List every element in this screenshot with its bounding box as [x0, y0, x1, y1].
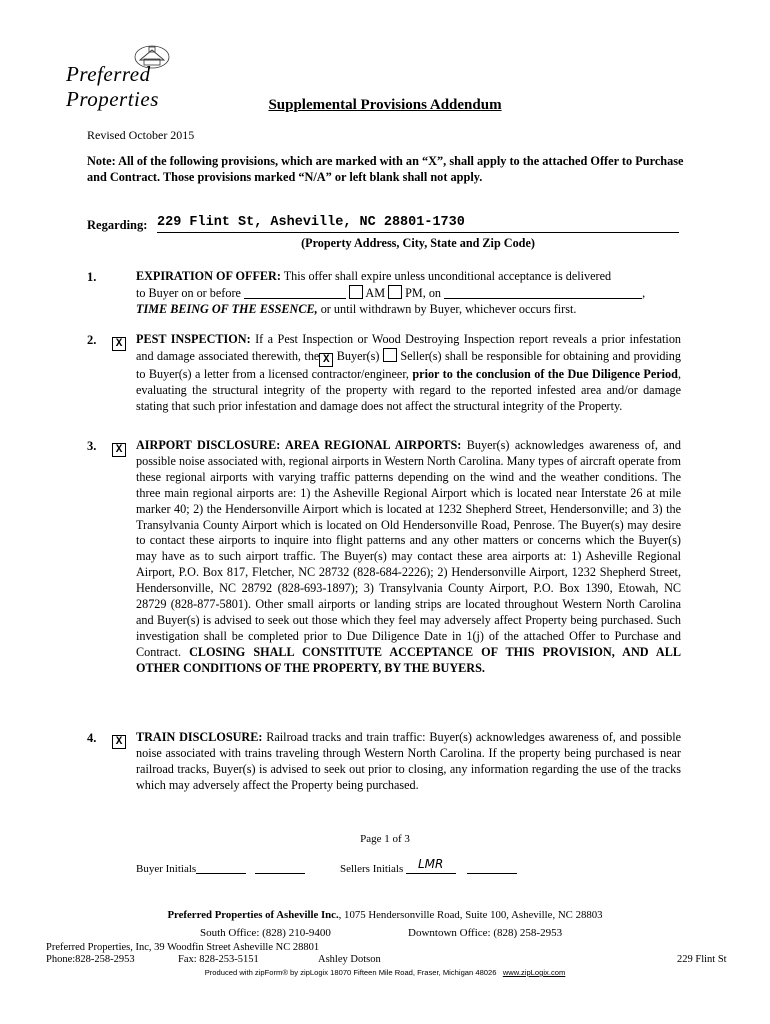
- property-address-field[interactable]: 229 Flint St, Asheville, NC 28801-1730: [157, 215, 679, 233]
- regarding-label: Regarding:: [87, 218, 148, 232]
- office-address: Preferred Properties, Inc, 39 Woodfin Street Asheville NC 28801: [46, 942, 320, 953]
- provision-2-checkbox[interactable]: X: [112, 337, 126, 351]
- provision-2-number: 2.: [87, 333, 97, 347]
- provision-3-number: 3.: [87, 439, 97, 453]
- seller-initials-field-2[interactable]: [467, 862, 517, 874]
- pm-checkbox[interactable]: [388, 285, 402, 299]
- property-short: 229 Flint St: [677, 954, 727, 965]
- provision-4: TRAIN DISCLOSURE: Railroad tracks and train traffic: Buyer(s) acknowledges awareness of, and possible noise associated with trains traveling through Western North Carolina. If the property being purchased is near railroad tracks, Buyer(s) is advised to seek out prior to closing, any information regarding the use of the tracks which may adversely affect the Property being purchased.: [136, 730, 682, 792]
- provision-4-heading: TRAIN DISCLOSURE:: [136, 730, 263, 744]
- provision-4-checkbox[interactable]: X: [112, 735, 126, 749]
- expiration-date-field[interactable]: [444, 286, 642, 299]
- provision-3: AIRPORT DISCLOSURE: AREA REGIONAL AIRPORTS: Buyer(s) acknowledges awareness of, and possible noise associated with, regional airports in Western North Carolina. Many types of aircraft operate from these regional airports with varying traffic patterns depending on the wind and the weather conditions. The three main regional airports are: 1) the Asheville Regional Airport which is located near Interstate 26 at mile marker 40; 2) the Hendersonville Airport which is located at 1232 Shepherd Street, Hendersonville; and 3) the Transylvania County Airport which is located on Old Hendersonville Road, Penrose. The Buyer(s) may desire to contact these airports to inquire into flight patterns and any other matters or concerns which the Buyer(s) may have as to such airport traffic. The Buyer(s) may contact these area airports at: 1) Asheville Regional Airport, P.O. Box 817, Fletcher, NC 28732 (828-684-2226); 2) Hendersonville Airport, 1232 Shepherd Street, Hendersonville, NC 28792 (828-693-1897); 3) Transylvania County Airport, P.O. Box 1390, Etowah, NC 28729 (828-877-5801). Other small airports or landing strips are located throughout Western North Carolina and Buyer(s) is advised to seek out those which they feel may adversely affect Property being purchased. Such investigation shall be completed prior to Due Diligence Date in 1(j) of the attached Offer to Purchase and Contract. CLOSING SHALL CONSTITUTE ACCEPTANCE OF THIS PROVISION, AND ALL OTHER CONDITIONS OF THE PROPERTY, BY THE BUYERS.: [136, 438, 681, 675]
- ziplogix-link[interactable]: www.zipLogix.com: [502, 968, 566, 977]
- seller-initials-field-1[interactable]: [406, 857, 456, 874]
- logo-text: Preferred Properties: [66, 62, 159, 111]
- buyer-initials-field-1[interactable]: [196, 862, 246, 874]
- seller-initials-signature: LMR: [418, 857, 444, 871]
- agent-name: Ashley Dotson: [318, 954, 381, 965]
- note-text: Note: All of the following provisions, which are marked with an “X”, shall apply to the attached Offer to Purchase and Contract. Those provisions marked “N/A” or left blank shall not apply.: [87, 154, 684, 184]
- office-fax: Fax: 828-253-5151: [178, 954, 259, 965]
- expiration-time-field[interactable]: [244, 286, 346, 299]
- company-logo: [62, 40, 242, 111]
- document-title: Supplemental Provisions Addendum: [268, 97, 502, 113]
- provision-4-number: 4.: [87, 731, 97, 745]
- property-address-caption: (Property Address, City, State and Zip Code): [301, 236, 535, 250]
- seller-responsible-checkbox[interactable]: [383, 348, 397, 362]
- seller-initials: Sellers Initials LMR: [340, 862, 517, 875]
- provision-2-heading: PEST INSPECTION:: [136, 332, 251, 346]
- am-checkbox[interactable]: [349, 285, 363, 299]
- south-office: South Office: (828) 210-9400: [200, 927, 331, 939]
- produced-by: Produced with zipForm® by zipLogix 18070 Fifteen Mile Road, Fraser, Michigan 48026 www.zipLogix.com: [204, 968, 566, 977]
- time-essence-text: TIME BEING OF THE ESSENCE,: [136, 301, 318, 316]
- page-number: Page 1 of 3: [360, 833, 410, 845]
- buyer-initials-field-2[interactable]: [255, 862, 305, 874]
- provision-3-checkbox[interactable]: X: [112, 443, 126, 457]
- office-phone: Phone:828-258-2953: [46, 954, 135, 965]
- provision-3-heading: AIRPORT DISCLOSURE: AREA REGIONAL AIRPORTS:: [136, 438, 462, 452]
- buyer-responsible-checkbox[interactable]: X: [319, 353, 333, 367]
- provision-2: PEST INSPECTION: If a Pest Inspection or Wood Destroying Inspection report reveals a prior infestation and damage associated therewith, the X Buyer(s) Seller(s) shall be responsible for obtaining and providing to Buyer(s) a letter from a licensed contractor/engineer, prior to the conclusion of the Due Diligence Period, evaluating the structural integrity of the property with regard to the reported infested area and/or damage stating that such prior infestation and damage does not affect the structural integrity of the Property.: [136, 332, 682, 413]
- provision-1-number: 1.: [87, 270, 97, 284]
- company-line: Preferred Properties of Asheville Inc., 1075 Hendersonville Road, Suite 100, Asheville, NC 28803: [167, 909, 603, 921]
- downtown-office: Downtown Office: (828) 258-2953: [408, 927, 563, 939]
- provision-1: EXPIRATION OF OFFER: This offer shall expire unless unconditional acceptance is delivered to Buyer on or before AM PM, on , TIME BEING OF THE ESSENCE, or until withdrawn by Buyer, whichever occurs first.: [136, 269, 646, 316]
- revised-date: Revised October 2015: [87, 128, 195, 142]
- buyer-initials: Buyer Initials: [136, 862, 305, 875]
- provision-1-heading: EXPIRATION OF OFFER:: [136, 269, 281, 283]
